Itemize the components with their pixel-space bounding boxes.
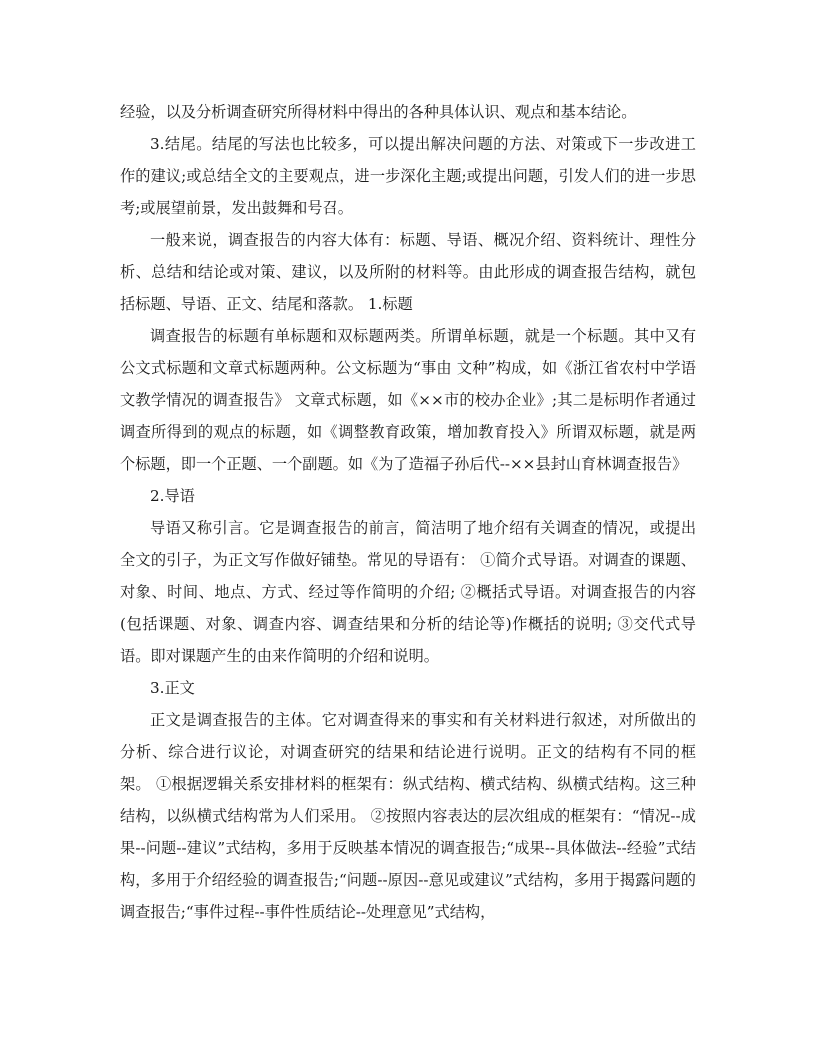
paragraph-continuation: 经验，以及分析调查研究所得材料中得出的各种具体认识、观点和基本结论。 (120, 103, 637, 121)
paragraph-main-body: 正文是调查报告的主体。它对调查得来的事实和有关材料进行叙述，对所做出的分析、综合进行议论，对调查研究的结果和结论进行说明。正文的结构有不同的框架。 ①根据逻辑关系安排材料的框架有：纵式结构、横式结构、纵横式结构。这三种结构，以纵横式结构常为人们采用。 ②按照内容表达的层次组成的框架有：“情况--成果--问题--建议”式结构，多用于反映基本情况的调查报告;“成果--具体做法--经验”式结构，多用于介绍经验的调查报告;“问题--原因--意见或建议”式结构，多用于揭露问题的调查报告;“事件过程--事件性质结论--处理意见”式结构， (120, 711, 696, 921)
paragraph-structure-overview: 一般来说，调查报告的内容大体有：标题、导语、概况介绍、资料统计、理性分析、总结和结论或对策、建议，以及所附的材料等。由此形成的调查报告结构，就包括标题、导语、正文、结尾和落款。 1.标题 (120, 231, 696, 313)
heading-introduction: 2.导语 (150, 487, 195, 505)
paragraph-title-section: 调查报告的标题有单标题和双标题两类。所谓单标题，就是一个标题。其中又有公文式标题和文章式标题两种。公文标题为“事由 文种”构成，如《浙江省农村中学语文教学情况的调查报告》 文章式标题，如《××市的校办企业》;其二是标明作者通过调查所得到的观点的标题，如《调整教育政策，增加教育投入》所谓双标题，就是两个标题，即一个正题、一个副题。如《为了造福子孙后代--××县封山育林调查报告》 (120, 327, 696, 473)
paragraph-ending: 3.结尾。结尾的写法也比较多，可以提出解决问题的方法、对策或下一步改进工作的建议;或总结全文的主要观点，进一步深化主题;或提出问题，引发人们的进一步思考;或展望前景，发出鼓舞和号召。 (120, 135, 696, 217)
paragraph-introduction: 导语又称引言。它是调查报告的前言，简洁明了地介绍有关调查的情况，或提出全文的引子，为正文写作做好铺垫。常见的导语有： ①简介式导语。对调查的课题、对象、时间、地点、方式、经过等作简明的介绍; ②概括式导语。对调查报告的内容(包括课题、对象、调查内容、调查结果和分析的结论等)作概括的说明; ③交代式导语。即对课题产生的由来作简明的介绍和说明。 (120, 519, 696, 665)
document-page (120, 96, 696, 928)
heading-main-body: 3.正文 (150, 679, 195, 697)
